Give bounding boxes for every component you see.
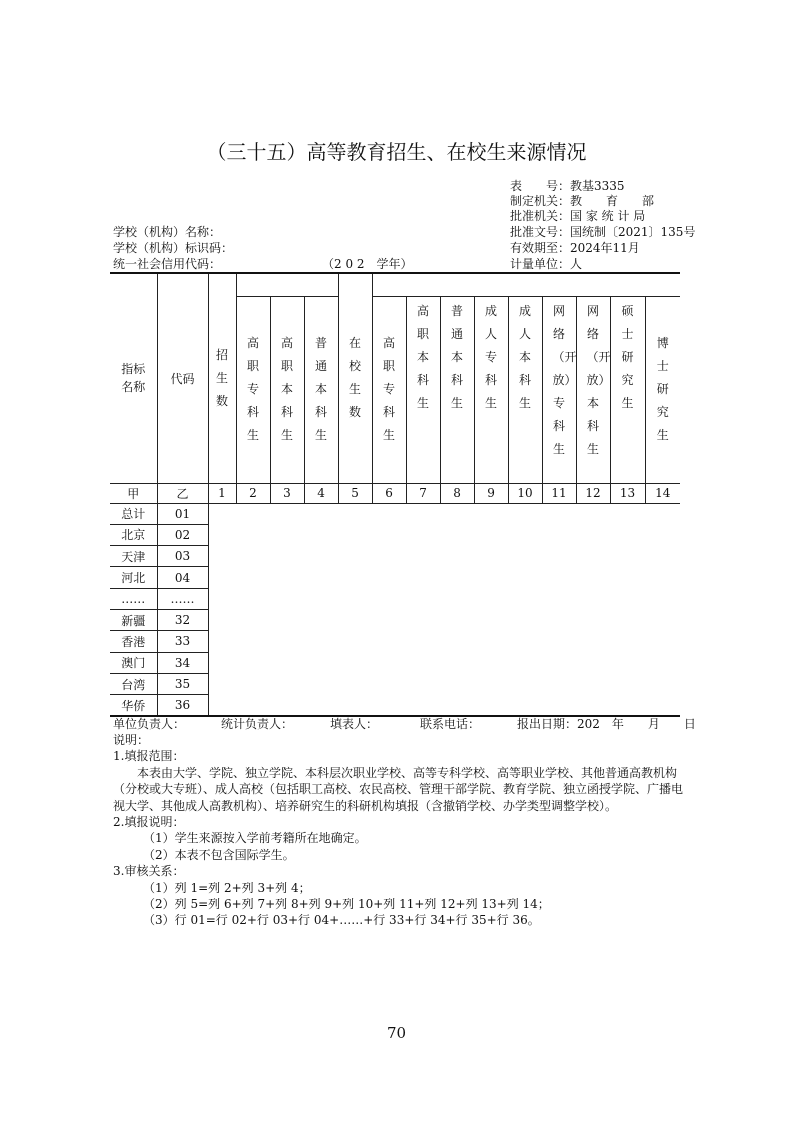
header-enrolled-sub: 普通本科生 bbox=[440, 296, 474, 483]
row-name: 澳门 bbox=[110, 652, 157, 673]
row-code: 03 bbox=[157, 546, 208, 567]
header-enrolled-sub: 高职专科生 bbox=[372, 296, 406, 483]
note-item: （3）行 01=行 02+行 03+行 04+……+行 33+行 34+行 35+行 36。 bbox=[143, 913, 540, 928]
column-index-cell: 10 bbox=[508, 483, 542, 503]
column-index-cell: 7 bbox=[406, 483, 440, 503]
row-code: 33 bbox=[157, 631, 208, 652]
row-name: …… bbox=[110, 588, 157, 609]
credit-code-label: 统一社会信用代码： bbox=[113, 257, 222, 271]
row-name: 河北 bbox=[110, 567, 157, 588]
note-item: （1）学生来源按入学前考籍所在地确定。 bbox=[143, 831, 367, 846]
issuing-agency: 制定机关：教 育 部 bbox=[510, 194, 655, 208]
row-code: 36 bbox=[157, 695, 208, 716]
column-index-cell: 3 bbox=[270, 483, 304, 503]
report-date-label: 报出日期：202 年 月 日 bbox=[517, 717, 696, 731]
stat-head-label: 统计负责人： bbox=[221, 717, 294, 731]
row-name: 北京 bbox=[110, 524, 157, 545]
header-enrolled-sub: 博士研究生 bbox=[645, 296, 680, 483]
note-section: 1.填报范围： bbox=[113, 749, 185, 764]
approval-number: 批准文号：国统制〔2021〕135号 bbox=[510, 225, 696, 239]
header-enrolled-sub: 硕士研究生 bbox=[610, 296, 645, 483]
header-enrolled: 在校生数 bbox=[338, 273, 372, 483]
valid-until: 有效期至：2024年11月 bbox=[510, 241, 640, 255]
row-code: 04 bbox=[157, 567, 208, 588]
row-name: 香港 bbox=[110, 631, 157, 652]
header-code: 代码 bbox=[157, 273, 208, 483]
column-index-cell: 12 bbox=[576, 483, 610, 503]
school-year: （2 0 2 学年） bbox=[322, 257, 413, 271]
filler-label: 填表人： bbox=[330, 717, 379, 731]
note-text: （分校或大专班）、成人高校（包括职工高校、农民高校、管理干部学院、教育学院、独立函授学院、广播电 bbox=[113, 782, 684, 797]
header-enrolled-sub: 高职本科生 bbox=[406, 296, 440, 483]
note-item: （2）列 5=列 6+列 7+列 8+列 9+列 10+列 11+列 12+列 13+列 14； bbox=[143, 897, 550, 912]
column-index-cell: 2 bbox=[236, 483, 270, 503]
header-enrolled-sub: 网络（开放）本科生 bbox=[576, 296, 610, 483]
column-index-cell: 11 bbox=[542, 483, 576, 503]
row-name: 新疆 bbox=[110, 609, 157, 630]
table-row bbox=[110, 503, 680, 524]
header-enroll-sub: 高职本科生 bbox=[270, 296, 304, 483]
header-enroll-sub: 普通本科生 bbox=[304, 296, 338, 483]
row-name: 天津 bbox=[110, 546, 157, 567]
column-index-cell: 8 bbox=[440, 483, 474, 503]
approving-agency: 批准机关：国 家 统 计 局 bbox=[510, 209, 646, 223]
row-code: …… bbox=[157, 588, 208, 609]
page-title: （三十五）高等教育招生、在校生来源情况 bbox=[206, 140, 587, 164]
column-index-cell: 乙 bbox=[157, 483, 208, 503]
row-name: 华侨 bbox=[110, 695, 157, 716]
instructions bbox=[113, 732, 683, 929]
row-code: 01 bbox=[157, 503, 208, 524]
header-enroll-group bbox=[236, 273, 338, 296]
row-code: 34 bbox=[157, 652, 208, 673]
form-number: 表 号：教基3335 bbox=[510, 179, 625, 193]
row-code: 35 bbox=[157, 673, 208, 694]
column-index-cell: 14 bbox=[645, 483, 680, 503]
row-name: 台湾 bbox=[110, 673, 157, 694]
column-index-cell: 4 bbox=[304, 483, 338, 503]
school-name-label: 学校（机构）名称： bbox=[113, 225, 222, 239]
phone-label: 联系电话： bbox=[420, 717, 481, 731]
school-id-label: 学校（机构）标识码： bbox=[113, 241, 234, 255]
row-name: 总计 bbox=[110, 503, 157, 524]
row-code: 02 bbox=[157, 524, 208, 545]
column-index-cell: 1 bbox=[208, 483, 236, 503]
column-index-cell: 6 bbox=[372, 483, 406, 503]
note-section: 3.审核关系： bbox=[113, 864, 185, 879]
data-entry-area[interactable] bbox=[208, 503, 680, 716]
note-text: 本表由大学、学院、独立学院、本科层次职业学校、高等专科学校、高等职业学校、其他普通高教机构 bbox=[137, 765, 678, 780]
column-index-cell: 9 bbox=[474, 483, 508, 503]
source-table bbox=[110, 272, 680, 717]
note-item: （1）列 1=列 2+列 3+列 4； bbox=[143, 880, 311, 895]
note-item: （2）本表不包含国际学生。 bbox=[143, 847, 295, 862]
note-section: 2.填报说明： bbox=[113, 815, 185, 830]
unit-of-measure: 计量单位：人 bbox=[510, 257, 583, 271]
note-text: 视大学、其他成人高教机构）、培养研究生的科研机构填报（含撤销学校、办学类型调整学校）。 bbox=[113, 798, 618, 813]
header-indicator-name: 指标名称 bbox=[110, 273, 157, 483]
header-enrolled-group bbox=[372, 273, 680, 296]
unit-head-label: 单位负责人： bbox=[113, 717, 186, 731]
header-enrolled-sub: 成人专科生 bbox=[474, 296, 508, 483]
page-number: 70 bbox=[386, 1024, 407, 1042]
column-index-cell: 5 bbox=[338, 483, 372, 503]
column-index-cell: 甲 bbox=[110, 483, 157, 503]
notes-heading: 说明： bbox=[113, 733, 150, 747]
header-enrolled-sub: 网络（开放）专科生 bbox=[542, 296, 576, 483]
header-enroll: 招生数 bbox=[208, 273, 236, 483]
header-enrolled-sub: 成人本科生 bbox=[508, 296, 542, 483]
column-index-cell: 13 bbox=[610, 483, 645, 503]
header-enroll-sub: 高职专科生 bbox=[236, 296, 270, 483]
row-code: 32 bbox=[157, 609, 208, 630]
